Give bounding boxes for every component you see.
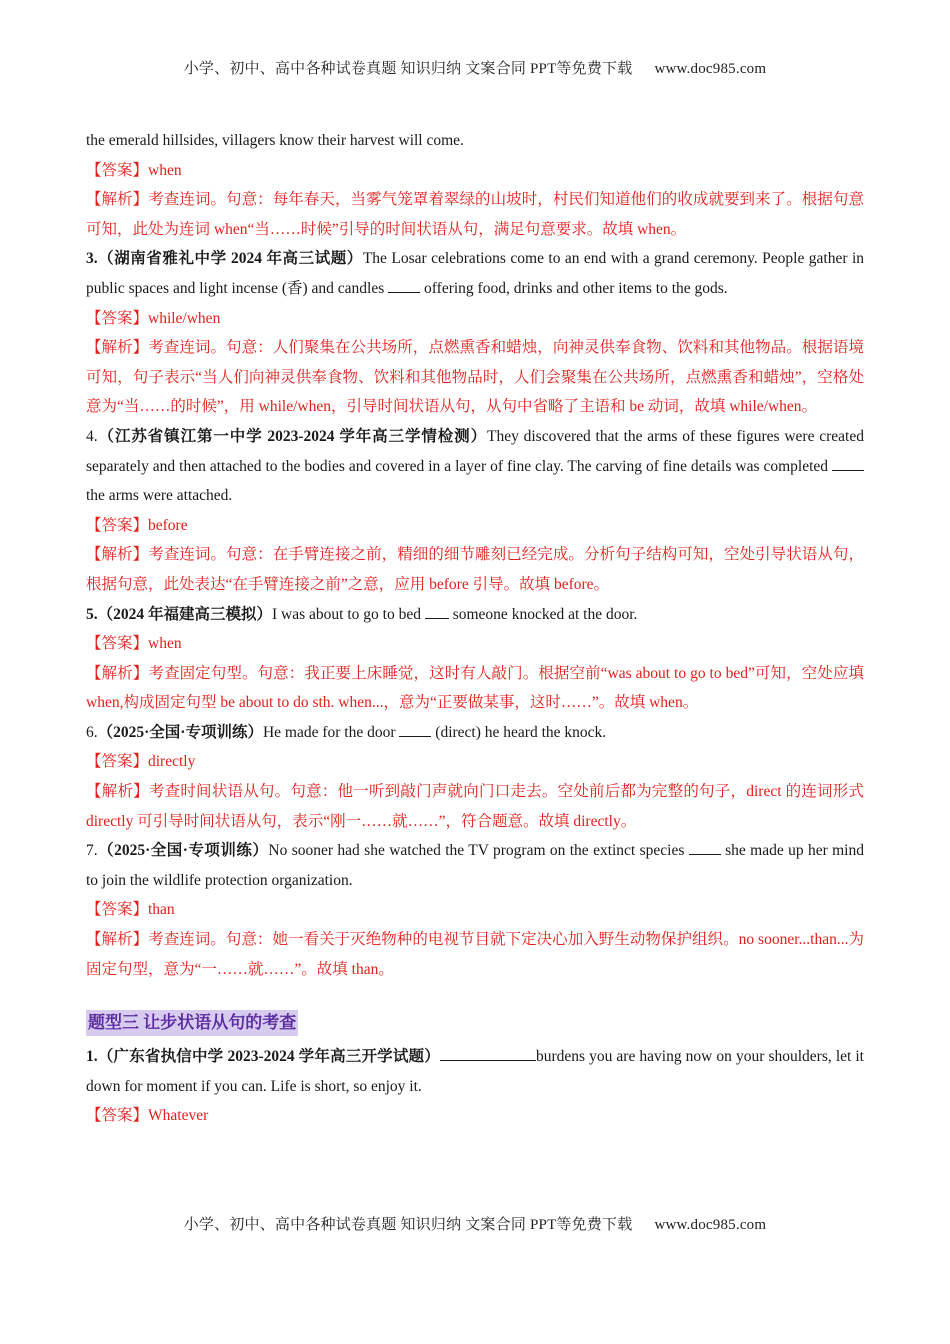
explanation-7: 【解析】考查连词。句意：她一看关于灭绝物种的电视节目就下定决心加入野生动物保护组织。no sooner...than...为固定句型，意为“一……就……”。故填 than。: [86, 931, 864, 978]
question-text: she made up her mind to join the wildlife protection organization.: [86, 842, 864, 889]
section-heading: 题型三 让步状语从句的考查: [86, 1010, 298, 1036]
question-source: （江苏省镇江第一中学 2023-2024 学年高三学情检测）: [97, 427, 487, 445]
answer-2: 【答案】when: [86, 161, 182, 179]
explanation-2: 【解析】考查连词。句意：每年春天，当雾气笼罩着翠绿的山坡时，村民们知道他们的收成就要到来了。根据句意可知，此处为连词 when“当……时候”引导的时间状语从句，满足句意要求。故填 when。: [86, 191, 864, 238]
question-text: offering food, drinks and other items to the gods.: [420, 279, 728, 297]
document-body: [86, 126, 864, 1131]
question-4: [86, 422, 864, 511]
footer-text: 小学、初中、高中各种试卷真题 知识归纳 文案合同 PPT等免费下载: [183, 1217, 633, 1233]
question-source: （广东省执信中学 2023-2024 学年高三开学试题）: [97, 1048, 440, 1066]
question-text: No sooner had she watched the TV program on the extinct species: [268, 842, 689, 860]
header-text: 小学、初中、高中各种试卷真题 知识归纳 文案合同 PPT等免费下载: [183, 61, 633, 77]
question-5: [86, 600, 864, 630]
question-text: I was about to go to bed: [272, 605, 425, 623]
question-7: [86, 836, 864, 895]
question-number: 1.: [86, 1048, 98, 1066]
answer-blank: [440, 1044, 536, 1061]
explanation-4: 【解析】考查连词。句意：在手臂连接之前，精细的细节雕刻已经完成。分析句子结构可知，空处引导状语从句，根据句意，此处表达“在手臂连接之前”之意，应用 before 引导。故填 before。: [86, 546, 864, 593]
answer-5: 【答案】when: [86, 635, 182, 653]
question-text: someone knocked at the door.: [448, 605, 638, 623]
question-number: 3.: [86, 250, 98, 268]
question-2-continuation: the emerald hillsides, villagers know their harvest will come.: [86, 132, 464, 149]
answer-3: 【答案】while/when: [86, 309, 221, 327]
question-number: 5.: [86, 605, 98, 623]
answer-blank: [388, 276, 420, 293]
answer-7: 【答案】than: [86, 901, 175, 919]
footer-url[interactable]: www.doc985.com: [654, 1217, 767, 1233]
question-source: （湖南省雅礼中学 2024 年高三试题）: [97, 250, 363, 268]
answer-blank: [425, 601, 449, 618]
page-header: [0, 57, 950, 78]
question-source: （2024 年福建高三模拟）: [97, 605, 273, 623]
question-source: （2025·全国·专项训练）: [97, 723, 263, 741]
question-number: 6.: [86, 723, 98, 741]
question-3: [86, 244, 864, 303]
answer-4: 【答案】before: [86, 516, 188, 534]
section3-question-1: [86, 1042, 864, 1101]
question-text: the arms were attached.: [86, 487, 233, 505]
header-url[interactable]: www.doc985.com: [654, 61, 767, 77]
question-number: 7.: [86, 842, 98, 860]
section3-answer-1: 【答案】Whatever: [86, 1107, 209, 1125]
question-source: （2025·全国·专项训练）: [97, 842, 269, 860]
explanation-3: 【解析】考查连词。句意：人们聚集在公共场所，点燃熏香和蜡烛，向神灵供奉食物、饮料和其他物品。根据语境可知，句子表示“当人们向神灵供奉食物、饮料和其他物品时，人们会聚集在公共场所，点燃熏香和蜡烛”，空格处意为“当……的时候”，用 while/when，引导时间状语从句，从句中省略了主语和 be 动词，故填 while/when。: [86, 339, 864, 416]
explanation-6: 【解析】考查时间状语从句。句意：他一听到敲门声就向门口走去。空处前后都为完整的句子，direct 的连词形式 directly 可引导时间状语从句，表示“刚一……就……”，符合题意。故填 directly。: [86, 783, 864, 830]
question-text: He made for the door: [262, 723, 400, 741]
answer-blank: [399, 720, 431, 737]
question-text: The Losar celebrations come to an end with a grand ceremony. People gather in public spaces and light incense (香) and candles: [86, 250, 864, 297]
page-footer: [0, 1213, 950, 1234]
explanation-5: 【解析】考查固定句型。句意：我正要上床睡觉，这时有人敲门。根据空前“was about to go to bed”可知，空处应填 when,构成固定句型 be about to do sth. when...，意为“正要做某事，这时……”。故填 when。: [86, 664, 864, 712]
answer-6: 【答案】directly: [86, 753, 196, 771]
question-text: burdens you are having now on your shoulders, let it down for moment if you can. Life is short, so enjoy it.: [86, 1048, 864, 1095]
answer-blank: [689, 838, 721, 855]
question-number: 4.: [86, 427, 98, 445]
question-text: They discovered that the arms of these figures were created separately and then attached to the bodies and covered in a layer of fine clay. The carving of fine details was completed: [86, 427, 864, 475]
question-text: (direct) he heard the knock.: [431, 723, 607, 741]
question-6: [86, 718, 864, 748]
answer-blank: [832, 453, 864, 470]
